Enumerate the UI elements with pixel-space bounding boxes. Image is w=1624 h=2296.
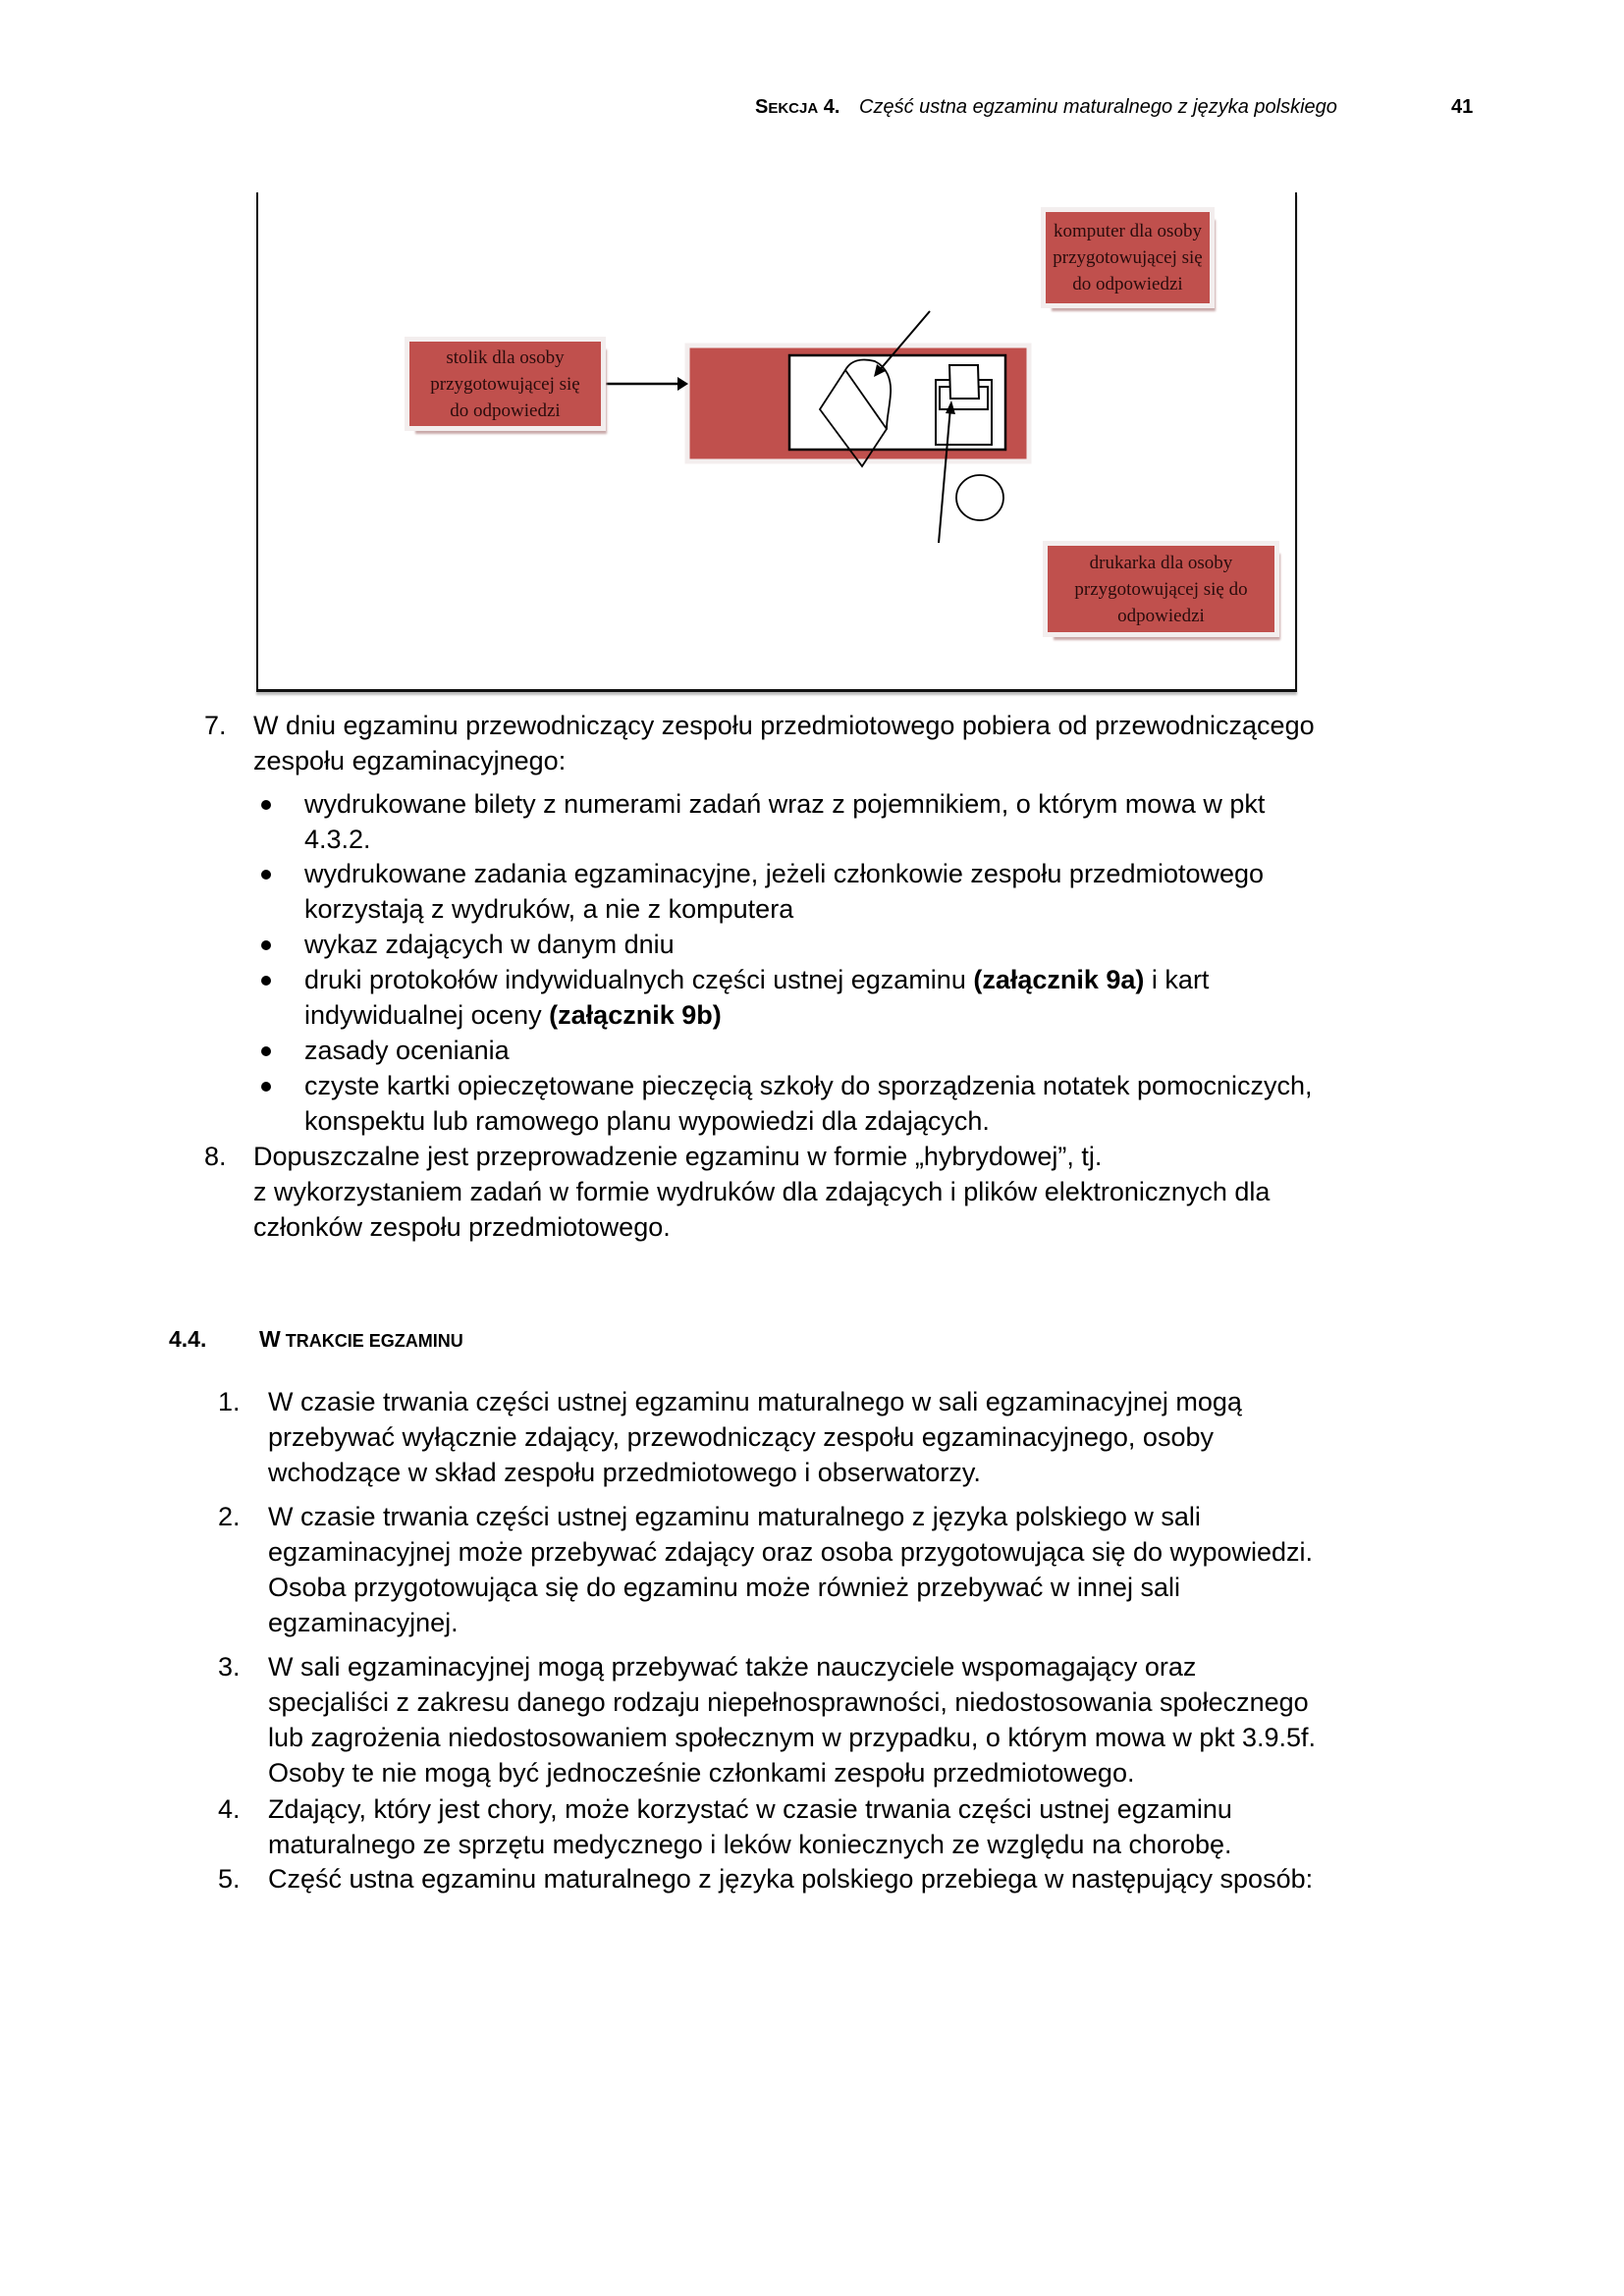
list-number: 7. [204,711,227,740]
list-text-line: Zdający, który jest chory, może korzystać w czasie trwania części ustnej egzaminu [268,1794,1232,1824]
bullet-text: konspektu lub ramowego planu wypowiedzi dla zdających. [304,1106,990,1136]
list-text-line: wchodzące w skład zespołu przedmiotowego i obserwatorzy. [268,1458,981,1487]
list-text-line: maturalnego ze sprzętu medycznego i leków koniecznych ze względu na chorobę. [268,1830,1232,1859]
list-number: 3. [218,1652,241,1682]
list-text-line: Część ustna egzaminu maturalnego z języka polskiego przebiega w następujący sposób: [268,1864,1314,1894]
bullet-text: wydrukowane bilety z numerami zadań wraz z pojemnikiem, o którym mowa w pkt [304,789,1266,819]
section-label: SEKCJA 4. [755,96,840,118]
bullet-text: zasady oceniania [304,1036,510,1065]
bullet-icon [261,976,271,986]
list-text-line: egzaminacyjnej. [268,1608,459,1637]
list-text-line: W sali egzaminacyjnej mogą przebywać także nauczyciele wspomagający oraz [268,1652,1197,1682]
list-text-line: lub zagrożenia niedostosowaniem społecznym w przypadku, o którym mowa w pkt 3.9.5f. [268,1723,1317,1752]
section-number: 4.4. [169,1326,207,1352]
chair-icon [956,475,1003,520]
list-text-line: W dniu egzaminu przewodniczący zespołu przedmiotowego pobiera od przewodniczącego [253,711,1315,740]
room-layout-diagram [256,192,1297,692]
page-number: 41 [1451,96,1474,118]
bullet-icon [261,800,271,810]
bullet-icon [261,1046,271,1056]
bullet-text: czyste kartki opieczętowane pieczęcią szkoły do sporządzenia notatek pomocniczych, [304,1071,1313,1100]
list-text-line: egzaminacyjnej może przebywać zdający oraz osoba przygotowująca się do wypowiedzi. [268,1537,1314,1567]
list-text-line: Dopuszczalne jest przeprowadzenie egzaminu w formie „hybrydowej”, tj. [253,1142,1103,1171]
list-number: 2. [218,1502,241,1531]
bullet-icon [261,1082,271,1092]
section-title: W TRAKCIE EGZAMINU [259,1326,463,1352]
bullet-text: 4.3.2. [304,825,371,854]
bullet-text: wykaz zdających w danym dniu [304,930,675,959]
label-computer: komputer dla osoby przygotowującej się do odpowiedzi [1046,212,1210,303]
bullet-text: korzystają z wydruków, a nie z komputera [304,894,794,924]
list-text-line: zespołu egzaminacyjnego: [253,746,567,775]
bullet-text: druki protokołów indywidualnych części ustnej egzaminu (załącznik 9a) i kart [304,965,1210,994]
list-number: 1. [218,1387,241,1416]
list-text-line: Osoby te nie mogą być jednocześnie członkami zespołu przedmiotowego. [268,1758,1135,1788]
bullet-text: indywidualnej oceny (załącznik 9b) [304,1000,722,1030]
bullet-text: wydrukowane zadania egzaminacyjne, jeżeli członkowie zespołu przedmiotowego [304,859,1265,888]
bullet-icon [261,940,271,950]
list-text-line: W czasie trwania części ustnej egzaminu maturalnego z języka polskiego w sali [268,1502,1201,1531]
label-table: stolik dla osoby przygotowującej się do odpowiedzi [409,342,601,426]
list-text-line: W czasie trwania części ustnej egzaminu maturalnego w sali egzaminacyjnej mogą [268,1387,1242,1416]
list-text-line: członków zespołu przedmiotowego. [253,1212,671,1242]
list-text-line: z wykorzystaniem zadań w formie wydruków dla zdających i plików elektronicznych dla [253,1177,1271,1206]
list-text-line: specjaliści z zakresu danego rodzaju niepełnosprawności, niedostosowania społecznego [268,1687,1309,1717]
bullet-icon [261,870,271,880]
header-title: Część ustna egzaminu maturalnego z języka polskiego [859,96,1337,118]
page-header [0,96,1624,126]
list-text-line: przebywać wyłącznie zdający, przewodniczący zespołu egzaminacyjnego, osoby [268,1422,1214,1452]
list-number: 4. [218,1794,241,1824]
list-number: 8. [204,1142,227,1171]
label-printer: drukarka dla osoby przygotowującej się do odpowiedzi [1048,546,1274,632]
list-number: 5. [218,1864,241,1894]
list-text-line: Osoba przygotowująca się do egzaminu może również przebywać w innej sali [268,1573,1180,1602]
